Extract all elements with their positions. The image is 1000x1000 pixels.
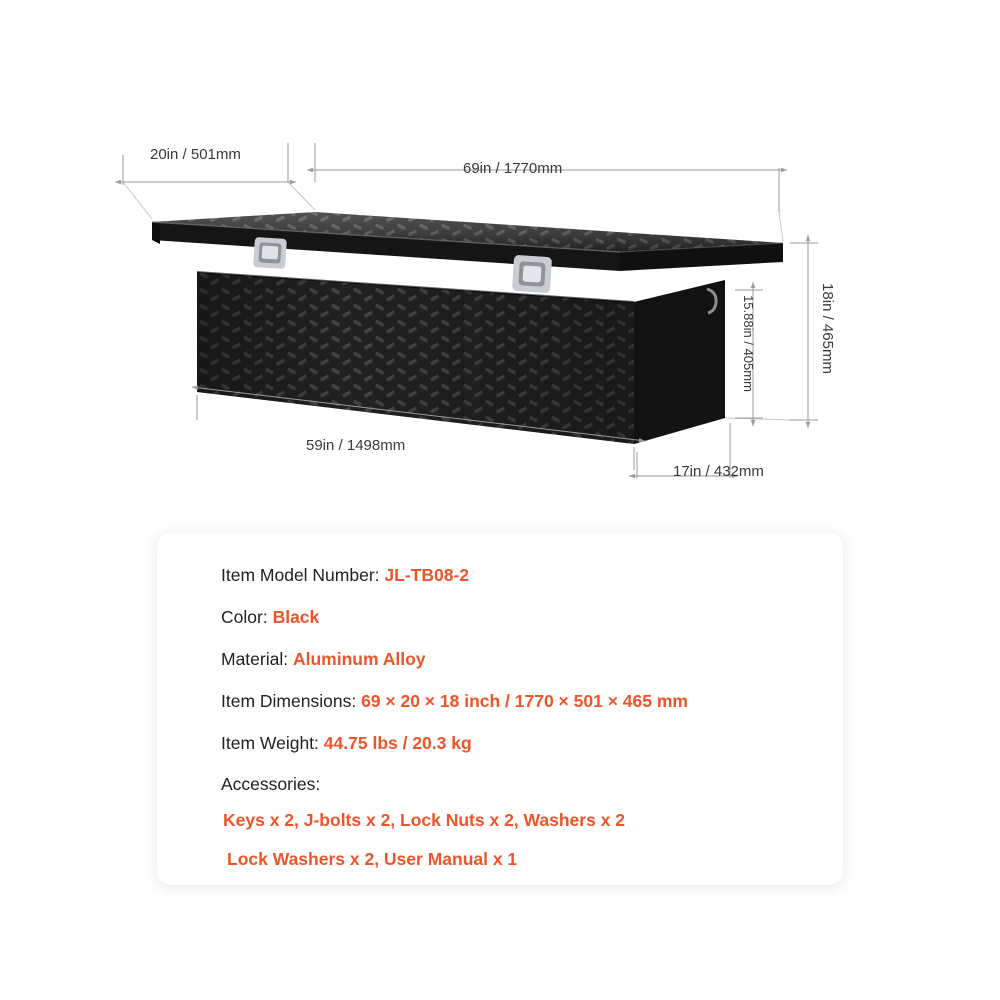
dimension-label-height-outer: 18in / 465mm [818,283,836,374]
spec-value-weight: 44.75 lbs / 20.3 kg [323,732,472,753]
spec-key-weight: Item Weight: [221,732,319,753]
spec-row-accessories [221,774,823,796]
spec-row-model [221,565,823,587]
spec-key-color: Color: [221,606,268,627]
spec-row-color [221,607,823,629]
accessories-line-1: Keys x 2, J-bolts x 2, Lock Nuts x 2, Washers x 2 [223,810,626,831]
spec-key-accessories: Accessories: [221,774,321,795]
spec-value-dimensions: 69 × 20 × 18 inch / 1770 × 501 × 465 mm [361,690,688,711]
spec-value-color: Black [272,606,320,627]
dimension-label-height-inner: 15.88in / 405mm [740,295,756,392]
dimension-label-depth-bottom: 17in / 432mm [673,463,764,480]
dimension-label-length-bottom: 59in / 1498mm [306,437,406,454]
spec-key-dimensions: Item Dimensions: [221,690,357,711]
spec-row-dimensions [221,691,823,713]
latch-right [512,255,552,293]
spec-row-weight [221,733,823,755]
specification-card [157,533,843,885]
specification-list [221,565,823,888]
spec-value-model: JL-TB08-2 [384,565,470,585]
spec-key-material: Material: [221,648,289,669]
spec-row-material [221,649,823,671]
accessories-line-2: Lock Washers x 2, User Manual x 1 [227,849,518,870]
spec-key-model: Item Model Number: [221,565,380,585]
latch-left [253,237,287,269]
dimension-label-length-top: 69in / 1770mm [463,160,563,177]
dimension-label-depth-top: 20in / 501mm [150,146,241,163]
spec-value-material: Aluminum Alloy [292,648,426,669]
